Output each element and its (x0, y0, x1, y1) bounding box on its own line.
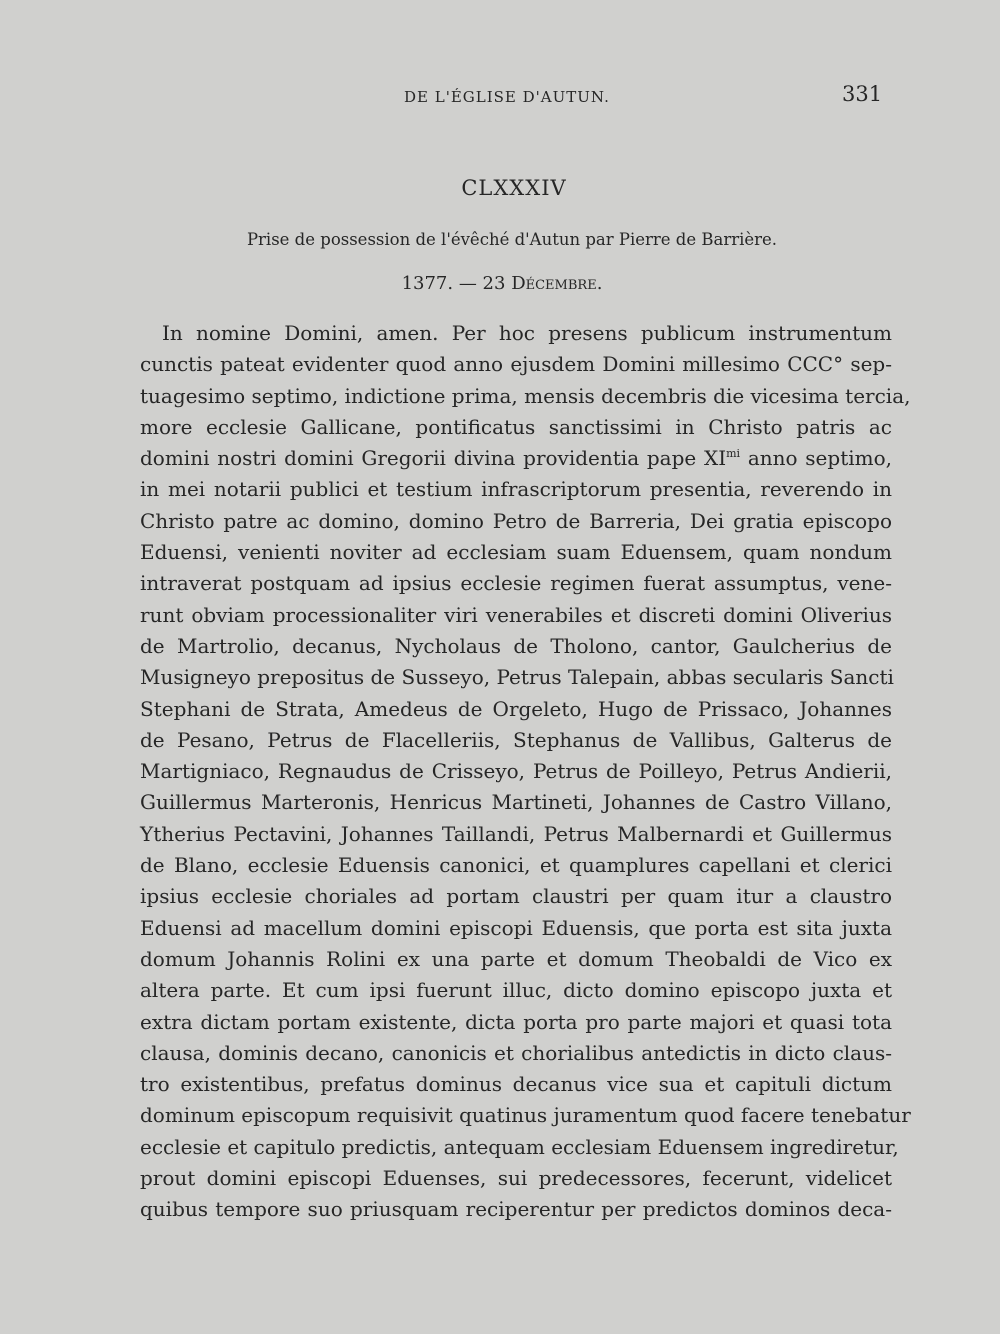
body-line: more ecclesie Gallicane, pontificatus sanctissimi in Christo patris ac (140, 414, 892, 439)
body-line: Musigneyo prepositus de Susseyo, Petrus Talepain, abbas secularis Sancti (140, 665, 894, 690)
body-line: quibus tempore suo priusquam reciperentur per predictos dominos deca- (140, 1197, 892, 1222)
body-line: prout domini episcopi Eduenses, sui predecessores, fecerunt, videlicet (140, 1166, 892, 1191)
body-line: in mei notarii publici et testium infrascriptorum presentia, reverendo in (140, 477, 892, 502)
superscript: mi (726, 447, 741, 461)
body-line: runt obviam processionaliter viri venerabiles et discreti domini Oliverius (140, 602, 892, 627)
body-line: Eduensi, venienti noviter ad ecclesiam suam Eduensem, quam nondum (140, 540, 892, 565)
document-date-day-month: Décembre. (511, 273, 603, 294)
body-line: Martigniaco, Regnaudus de Crisseyo, Petrus de Poilleyo, Petrus Andierii, (140, 759, 892, 784)
body-line: Eduensi ad macellum domini episcopi Eduensis, que porta est sita juxta (140, 915, 892, 940)
running-title: DE L'ÉGLISE D'AUTUN. (404, 88, 610, 106)
body-line: clausa, dominis decano, canonicis et chorialibus antedictis in dicto claus- (140, 1040, 892, 1065)
body-line: tro existentibus, prefatus dominus decanus vice sua et capituli dictum (140, 1072, 892, 1097)
body-line: domum Johannis Rolini ex una parte et domum Theobaldi de Vico ex (140, 946, 892, 971)
body-line: tuagesimo septimo, indictione prima, mensis decembris die vicesima tercia, (140, 383, 911, 408)
body-line: ecclesie et capitulo predictis, antequam ecclesiam Eduensem ingrediretur, (140, 1134, 899, 1159)
body-line-with-superscript (140, 443, 892, 474)
body-line-tail: anno septimo, (740, 446, 892, 471)
body-line: de Martrolio, decanus, Nycholaus de Tholono, cantor, Gaulcherius de (140, 633, 892, 658)
document-number: CLXXXIV (461, 176, 567, 200)
body-line: intraverat postquam ad ipsius ecclesie regimen fuerat assumptus, vene- (140, 571, 892, 596)
body-line: extra dictam portam existente, dicta porta pro parte majori et quasi tota (140, 1009, 892, 1034)
document-date (0, 273, 1000, 294)
running-head (0, 84, 1000, 114)
body-line: Guillermus Marteronis, Henricus Martineti, Johannes de Castro Villano, (140, 790, 892, 815)
body-line: altera parte. Et cum ipsi fuerunt illuc, dicto domino episcopo juxta et (140, 978, 892, 1003)
body-line: de Pesano, Petrus de Flacelleriis, Stephanus de Vallibus, Galterus de (140, 727, 892, 752)
document-date-year: 1377. — 23 (401, 273, 512, 294)
body-line: ipsius ecclesie choriales ad portam claustri per quam itur a claustro (140, 884, 892, 909)
body-line: Christo patre ac domino, domino Petro de Barreria, Dei gratia episcopo (140, 508, 892, 533)
body-line: Stephani de Strata, Amedeus de Orgeleto, Hugo de Prissaco, Johannes (140, 696, 892, 721)
document-body (140, 318, 911, 1226)
body-line: In nomine Domini, amen. Per hoc presens publicum instrumentum (162, 321, 892, 345)
body-line: cunctis pateat evidenter quod anno ejusdem Domini millesimo CCC° sep- (140, 352, 892, 377)
body-line: Ytherius Pectavini, Johannes Taillandi, Petrus Malbernardi et Guillermus (140, 821, 892, 846)
document-summary: Prise de possession de l'évêché d'Autun par Pierre de Barrière. (246, 230, 778, 249)
body-line-text: domini nostri domini Gregorii divina providentia pape XI (140, 446, 727, 471)
body-line: dominum episcopum requisivit quatinus juramentum quod facere tenebatur (140, 1103, 911, 1128)
body-line: de Blano, ecclesie Eduensis canonici, et quamplures capellani et clerici (140, 853, 892, 878)
page-number: 331 (842, 82, 883, 106)
